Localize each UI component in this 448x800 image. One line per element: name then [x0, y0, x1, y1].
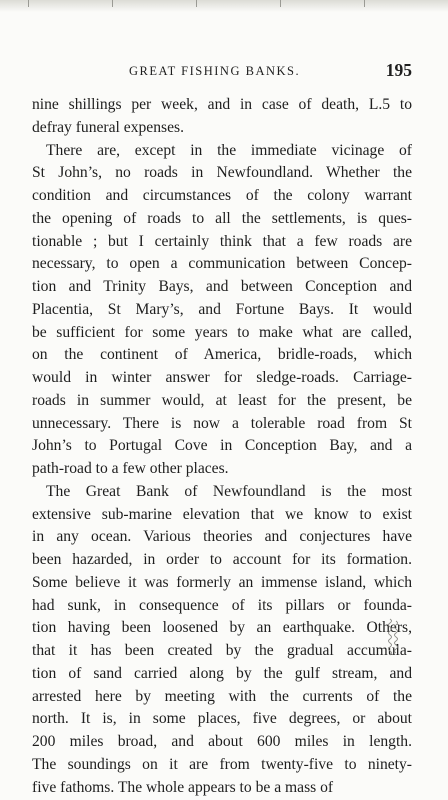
text-line: be sufficient for some years to make what are called, — [32, 323, 412, 341]
text-line: Placentia, St Mary’s, and Fortune Bays. It would — [32, 300, 412, 318]
text-line: The soundings on it are from twenty-five to ninety- — [32, 755, 412, 773]
text-line: tionable ; but I certainly think that a few roads are — [32, 232, 412, 250]
text-line: The Great Bank of Newfoundland is the most — [46, 482, 412, 500]
margin-squiggle-mark — [386, 617, 400, 657]
text-line: unnecessary. There is now a tolerable road from St — [32, 414, 412, 432]
text-line: 200 miles broad, and about 600 miles in length. — [32, 733, 412, 750]
scan-tick-mark — [112, 0, 113, 7]
text-line: path-road to a few other places. — [32, 460, 229, 477]
scan-tick-mark — [364, 0, 365, 7]
text-line: Some believe it was formerly an immense island, which — [32, 573, 412, 591]
text-line: tion and Trinity Bays, and between Conception and — [32, 278, 412, 295]
page-number: 195 — [385, 60, 412, 80]
text-line: the opening of roads to all the settlements, is ques- — [32, 209, 412, 227]
text-line: necessary, to open a communication between Concep- — [32, 255, 412, 273]
text-line: five fathoms. The whole appears to be a mass of — [32, 778, 334, 796]
text-line: in any ocean. Various theories and conjectures have — [32, 528, 412, 546]
text-line: condition and circumstances of the colony warrant — [32, 187, 412, 204]
scan-tick-mark — [28, 0, 29, 7]
running-title: GREAT FISHING BANKS. — [129, 64, 301, 78]
scan-tick-mark — [280, 0, 281, 7]
text-line: would in winter answer for sledge-roads. Carriage- — [32, 369, 412, 386]
text-line: John’s to Portugal Cove in Conception Bay, and a — [32, 437, 412, 455]
page-top-edge — [0, 0, 448, 12]
text-line: tion having been loosened by an earthquake. Others, — [32, 619, 412, 637]
text-line: arrested here by meeting with the currents of the — [32, 687, 412, 705]
text-line: There are, except in the immediate vicinage of — [46, 141, 412, 159]
page-header — [32, 60, 414, 84]
text-line: been hazarded, in order to account for its formation. — [32, 551, 412, 568]
scan-tick-mark — [196, 0, 197, 7]
text-line: had sunk, in consequence of its pillars or founda- — [32, 596, 412, 614]
text-line: defray funeral expenses. — [32, 118, 184, 136]
body-text — [32, 94, 412, 799]
text-line: on the continent of America, bridle-roads, which — [32, 346, 412, 364]
text-line: St John’s, no roads in Newfoundland. Whether the — [32, 164, 412, 182]
text-line: tion of sand carried along by the gulf stream, and — [32, 664, 412, 682]
text-line: that it has been created by the gradual accumula- — [32, 642, 412, 659]
text-line: nine shillings per week, and in case of death, L.5 to — [32, 96, 412, 113]
text-line: extensive sub-marine elevation that we know to exist — [32, 505, 412, 523]
text-line: roads in summer would, at least for the present, be — [32, 391, 412, 409]
text-line: north. It is, in some places, five degrees, or about — [32, 710, 412, 728]
